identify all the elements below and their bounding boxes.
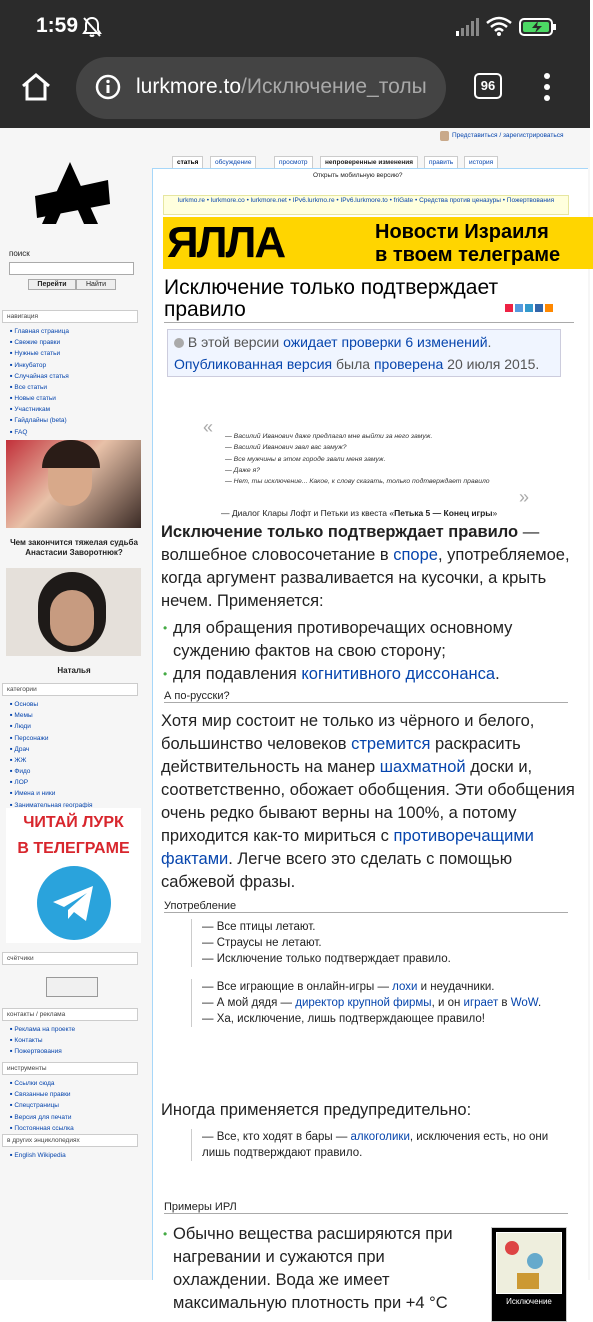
home-icon[interactable]	[20, 72, 52, 107]
contacts-item[interactable]: ■ Пожертвования	[10, 1046, 138, 1057]
quote-source-text: — Диалог Клары Лофт и Петьки из квеста «	[221, 508, 395, 518]
categories-list	[2, 699, 138, 811]
web-page	[0, 128, 590, 1312]
quote-line: — Даже я?	[225, 466, 261, 474]
dialog-text: в	[498, 997, 511, 1009]
tools-title[interactable]: инструменты	[2, 1062, 138, 1075]
quote-line: — Василий Иванович даже предлагал мне выйти за него замуж.	[225, 433, 433, 440]
languages-title[interactable]: в других энциклопедиях	[2, 1134, 138, 1147]
tab-pending-changes[interactable]: непроверенные изменения	[320, 156, 418, 168]
nav-title[interactable]: навигация	[2, 310, 138, 323]
login-link[interactable]: Представиться / зарегистрироваться	[452, 132, 564, 139]
counter-badge[interactable]	[46, 977, 98, 997]
tab-history[interactable]: история	[464, 156, 498, 168]
section-heading: А по-русски?	[164, 690, 568, 703]
section-heading: Употребление	[164, 900, 568, 913]
tools-item[interactable]: ■ Версия для печати	[10, 1112, 138, 1123]
tab-count-button[interactable]: 96	[474, 73, 502, 99]
search-input[interactable]	[9, 262, 134, 275]
published-version-link[interactable]: Опубликованная версия	[174, 356, 333, 372]
tools-item[interactable]: ■ Ссылки сюда	[10, 1078, 138, 1089]
mirrors-bar[interactable]: lurkmo.re • lurkmore.co • lurkmore.net • IPv6.lurkmo.re • IPv6.lurkmore.to • friGate • Средства против ценазуры • Пожертвования	[163, 195, 569, 215]
nav-item[interactable]: ■ Нужные статьи	[10, 348, 138, 359]
category-item[interactable]: ■ Люди	[10, 721, 138, 732]
section1-paragraph	[161, 710, 579, 894]
quote-close-mark: »	[518, 487, 529, 507]
status-time: 1:59	[36, 14, 79, 37]
intro-text: — волшебное словосочетание в	[161, 523, 540, 564]
dialog-line: — Исключение только подтверждает правило.	[202, 953, 451, 965]
plays-link[interactable]: играет	[463, 997, 499, 1009]
dialog-line: — Ха, исключение, лишь подтверждающее правило!	[202, 1013, 485, 1025]
nav-item[interactable]: ■ Все статьи	[10, 382, 138, 393]
list-item: • для подавления когнитивного диссонанса.	[163, 665, 500, 683]
chess-link[interactable]: шахматной	[379, 758, 466, 776]
ad-caption-2[interactable]: Наталья	[57, 666, 91, 675]
intro-term: Исключение только подтверждает правило	[161, 523, 519, 541]
nav-item[interactable]: ■ Участникам	[10, 404, 138, 415]
director-link[interactable]: директор крупной фирмы	[295, 997, 432, 1009]
category-item[interactable]: ■ Основы	[10, 699, 138, 710]
languages-list	[2, 1150, 138, 1161]
quote-source-text: »	[492, 508, 498, 518]
dialog-text: — А мой дядя —	[202, 997, 296, 1009]
quote-line: — Нет, ты исключение... Какое, к слову сказать, только подтверждает правило	[225, 478, 490, 486]
paragraph-text: доски и, соответственно, обожает обобщения. Эти обобщения очень редко бывают верны на 100%, а потому приходится как-то мириться с	[161, 758, 575, 845]
strives-link[interactable]: стремится	[351, 735, 431, 753]
telegram-ad-line2: В ТЕЛЕГРАМЕ	[17, 840, 130, 857]
list-item-text: .	[495, 665, 500, 683]
nav-item[interactable]: ■ FAQ	[10, 427, 138, 438]
nav-item[interactable]: ■ Главная страница	[10, 326, 138, 337]
list-item-text: Обычно вещества расширяются при нагревании и сужаются при охлаждении. Вода же имеет максимальную плотность при +4 °C	[173, 1225, 453, 1312]
dialog-text: — Все, кто ходят в бары —	[202, 1131, 351, 1143]
battery-icon	[519, 17, 557, 42]
languages-portlet	[2, 1128, 138, 1161]
quote-block	[203, 417, 529, 507]
category-item[interactable]: ■ ЛОР	[10, 777, 138, 788]
nav-item[interactable]: ■ Свежие правки	[10, 337, 138, 348]
intro-text: , употребляемое, когда аргумент разваливается на кусочки, а крыть нечем. Применяется:	[161, 546, 570, 610]
quote-line: — Василий Иванович звал вас замуж?	[225, 444, 347, 452]
tab-edit[interactable]: править	[424, 156, 458, 168]
telegram-ad[interactable]	[6, 808, 141, 943]
wow-link[interactable]: WoW	[510, 997, 538, 1009]
sidebar	[0, 128, 150, 1280]
pending-review-link[interactable]: ожидает проверки	[283, 334, 402, 350]
tools-list	[2, 1078, 138, 1134]
status-bar	[0, 0, 590, 55]
usage-list	[161, 617, 579, 686]
nav-list	[2, 326, 138, 449]
category-item[interactable]: ■ Мемы	[10, 710, 138, 721]
checked-link[interactable]: проверена	[373, 356, 444, 372]
quote-line: — Все мужчины в этом городе звали меня замуж.	[225, 455, 386, 463]
category-item[interactable]: ■ Имена и ники	[10, 788, 138, 799]
pending-icon	[174, 338, 184, 348]
list-item-text: для обращения противоречащих основному суждению фактов на свою сторону;	[173, 619, 513, 660]
site-logo[interactable]	[30, 158, 112, 230]
example-dialog-1	[191, 919, 561, 967]
categories-title[interactable]: категории	[2, 683, 138, 696]
paragraph-text: раскрасить действительность на манер	[161, 735, 521, 776]
tools-item[interactable]: ■ Постоянная ссылка	[10, 1123, 138, 1134]
telegram-icon	[37, 866, 111, 940]
dialog-line: — Страусы не летают.	[202, 937, 322, 949]
find-button[interactable]: Найти	[76, 279, 116, 290]
changes-link[interactable]: 6 изменений	[405, 334, 488, 350]
search-label: поиск	[9, 249, 30, 258]
list-item: • для обращения противоречащих основному суждению фактов на свою сторону;	[163, 619, 513, 660]
paragraph-text: Хотя мир состоит не только из чёрного и белого, большинство человеков	[161, 712, 535, 753]
mute-icon	[82, 16, 102, 43]
demotivator-thumbnail[interactable]	[491, 1227, 567, 1322]
contacts-item[interactable]: ■ Реклама на проекте	[10, 1024, 138, 1035]
dialog-text: и неудачники.	[417, 981, 495, 993]
paragraph-text: . Легче всего это сделать с помощью сабжевой фразы.	[161, 850, 513, 891]
telegram-ad-line1: ЧИТАЙ ЛУРК	[23, 814, 124, 831]
tools-portlet	[2, 1056, 138, 1134]
dialog-line	[202, 979, 561, 995]
review-text: .	[535, 356, 540, 372]
tab-view[interactable]: просмотр	[274, 156, 313, 168]
review-text: .	[487, 334, 492, 350]
language-item[interactable]: ■ English Wikipedia	[10, 1150, 138, 1161]
counters-portlet	[2, 946, 138, 997]
quote-source	[221, 508, 497, 518]
dialog-line	[202, 995, 561, 1011]
alcoholics-link[interactable]: алкоголики	[350, 1131, 410, 1143]
categories-portlet	[2, 677, 138, 811]
contradicting-facts-link[interactable]: противоречащими фактами	[161, 827, 534, 868]
category-item[interactable]: ■ Персонажи	[10, 733, 138, 744]
thumbnail-caption: Исключение	[506, 1297, 552, 1306]
tab-discussion[interactable]: обсуждение	[210, 156, 256, 168]
url-text[interactable]	[136, 75, 436, 99]
list-item-text: для подавления	[173, 665, 302, 683]
dialog-line: — Все птицы летают.	[202, 921, 316, 933]
review-text: была	[332, 356, 374, 372]
contacts-list	[2, 1024, 138, 1058]
intro-paragraph	[161, 521, 579, 613]
banner-line2: в твоем телеграме	[375, 244, 561, 266]
counters-title[interactable]: счётчики	[2, 952, 138, 965]
banner-line1: Новости Израиля	[375, 221, 549, 243]
ad-photo-2[interactable]	[6, 568, 141, 656]
quote-source-title: Петька 5 — Конец игры	[394, 508, 493, 518]
menu-icon[interactable]	[543, 72, 551, 107]
quote-open-mark: «	[203, 417, 214, 437]
info-icon[interactable]	[95, 74, 121, 105]
review-date: 20 июля 2015	[447, 356, 536, 372]
signal-icon	[455, 18, 479, 41]
argument-link[interactable]: споре	[393, 546, 438, 564]
nav-item[interactable]: ■ Новые статьи	[10, 393, 138, 404]
review-notice	[167, 329, 561, 377]
url-path: /Исключение_толы	[241, 75, 427, 98]
nav-item[interactable]: ■ Случайная статья	[10, 371, 138, 382]
page-title: Исключение только подтверждает правило	[164, 276, 499, 321]
category-item[interactable]: ■ ЖЖ	[10, 755, 138, 766]
share-icons[interactable]	[505, 299, 561, 309]
dialog-text: , и он	[431, 997, 464, 1009]
nav-item[interactable]: ■ Гайдлайны (beta)	[10, 415, 138, 426]
category-item[interactable]: ■ Фидо	[10, 766, 138, 777]
wifi-icon	[486, 16, 512, 41]
tools-item[interactable]: ■ Связанные правки	[10, 1089, 138, 1100]
ad-caption-1[interactable]: Чем закончится тяжелая судьба Анастасии Заворотнюк?	[10, 538, 138, 557]
dialog-text: , исключения есть, но они лишь подтверждают правило.	[202, 1131, 549, 1159]
list-item: • Обычно вещества расширяются при нагревании и сужаются при охлаждении. Вода же имеет максимальную плотность при +4 °C	[163, 1225, 453, 1312]
category-item[interactable]: ■ Драч	[10, 744, 138, 755]
article-content	[152, 168, 588, 1312]
category-item[interactable]: ■ Занимательная географія	[10, 800, 138, 811]
news-banner[interactable]	[163, 217, 593, 269]
nav-portlet	[2, 304, 138, 449]
mobile-version-link[interactable]: Открыть мобильную версию?	[313, 172, 403, 179]
example-dialog-3	[191, 1129, 561, 1161]
user-icon	[440, 131, 449, 141]
example-dialog-2	[191, 979, 561, 1027]
dissonance-link[interactable]: когнитивного диссонанса	[301, 665, 496, 683]
ad-photo-1[interactable]	[6, 440, 141, 528]
tab-article[interactable]: статья	[172, 156, 203, 168]
irl-list	[161, 1223, 481, 1315]
contacts-item[interactable]: ■ Контакты	[10, 1035, 138, 1046]
tools-item[interactable]: ■ Спецстраницы	[10, 1100, 138, 1111]
section-heading: Примеры ИРЛ	[164, 1201, 568, 1214]
warning-line: Иногда применяется предупредительно:	[161, 1101, 472, 1119]
nav-item[interactable]: ■ Инкубатор	[10, 360, 138, 371]
review-text: В этой версии	[187, 334, 284, 350]
dialog-text: — Все играющие в онлайн-игры —	[202, 981, 393, 993]
contacts-portlet	[2, 1002, 138, 1058]
losers-link[interactable]: лохи	[392, 981, 418, 993]
go-button[interactable]: Перейти	[28, 279, 76, 290]
dialog-text: .	[537, 997, 542, 1009]
url-host: lurkmore.to	[136, 75, 242, 98]
contacts-title[interactable]: контакты / реклама	[2, 1008, 138, 1021]
banner-logo: ЯЛЛА	[167, 218, 285, 267]
